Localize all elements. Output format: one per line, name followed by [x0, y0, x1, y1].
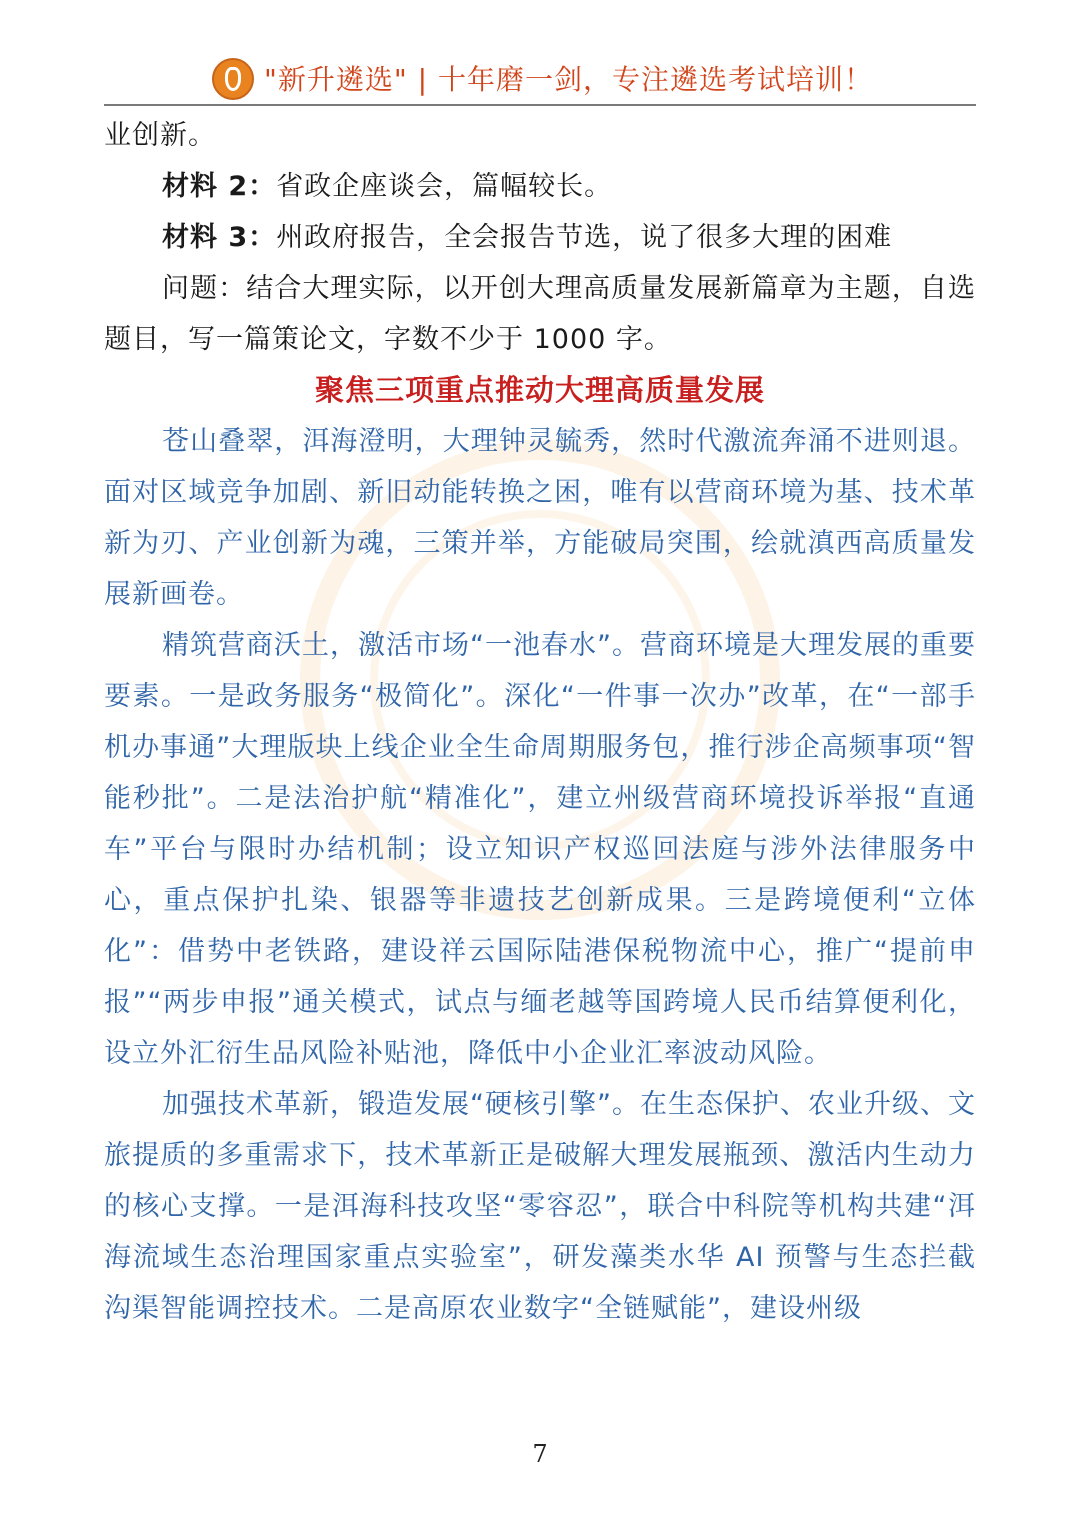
header-title: "新升遴选" | 十年磨一剑，专注遴选考试培训！	[264, 63, 873, 96]
question: 问题：结合大理实际，以开创大理高质量发展新篇章为主题，自选题目，写一篇策论文，字数不少于 1000 字。	[104, 273, 976, 355]
material-2	[104, 161, 976, 212]
essay-paragraph: 精筑营商沃土，激活市场“一池春水”。营商环境是大理发展的重要要素。一是政务服务“极简化”。深化“一件事一次办”改革，在“一部手机办事通”大理版块上线企业全生命周期服务包，推行涉企高频事项“智能秒批”。二是法治护航“精准化”，建立州级营商环境投诉举报“直通车”平台与限时办结机制；设立知识产权巡回法庭与涉外法律服务中心，重点保护扎染、银器等非遗技艺创新成果。三是跨境便利“立体化”：借势中老铁路，建设祥云国际陆港保税物流中心，推广“提前申报”“两步申报”通关模式，试点与缅老越等国跨境人民币结算便利化，设立外汇衍生品风险补贴池，降低中小企业汇率波动风险。	[104, 630, 976, 1069]
material-2-text: 省政企座谈会，篇幅较长。	[276, 171, 613, 202]
essay-paragraph: 苍山叠翠，洱海澄明，大理钟灵毓秀，然时代激流奔涌不进则退。面对区域竞争加剧、新旧动能转换之困，唯有以营商环境为基、技术革新为刃、产业创新为魂，三策并举，方能破局突围，绘就滇西高质量发展新画卷。	[104, 426, 976, 610]
material-3-label: 材料 3：	[162, 222, 277, 253]
page-header	[104, 56, 976, 106]
material-2-label: 材料 2：	[162, 171, 277, 202]
essay-paragraph: 加强技术革新，锻造发展“硬核引擎”。在生态保护、农业升级、文旅提质的多重需求下，技术革新正是破解大理发展瓶颈、激活内生动力的核心支撑。一是洱海科技攻坚“零容忍”，联合中科院等机构共建“洱海流域生态治理国家重点实验室”，研发藻类水华 AI 预警与生态拦截沟渠智能调控技术。二是高原农业数字“全链赋能”，建设州级	[104, 1089, 976, 1324]
page-number: 7	[532, 1440, 548, 1468]
material-3-text: 州政府报告，全会报告节选，说了很多大理的困难	[276, 222, 893, 253]
essay-title: 聚焦三项重点推动大理高质量发展	[314, 373, 765, 407]
intro-continuation: 业创新。	[104, 120, 216, 151]
document-body	[104, 110, 976, 1334]
logo-icon	[212, 58, 254, 100]
material-3	[104, 212, 976, 263]
